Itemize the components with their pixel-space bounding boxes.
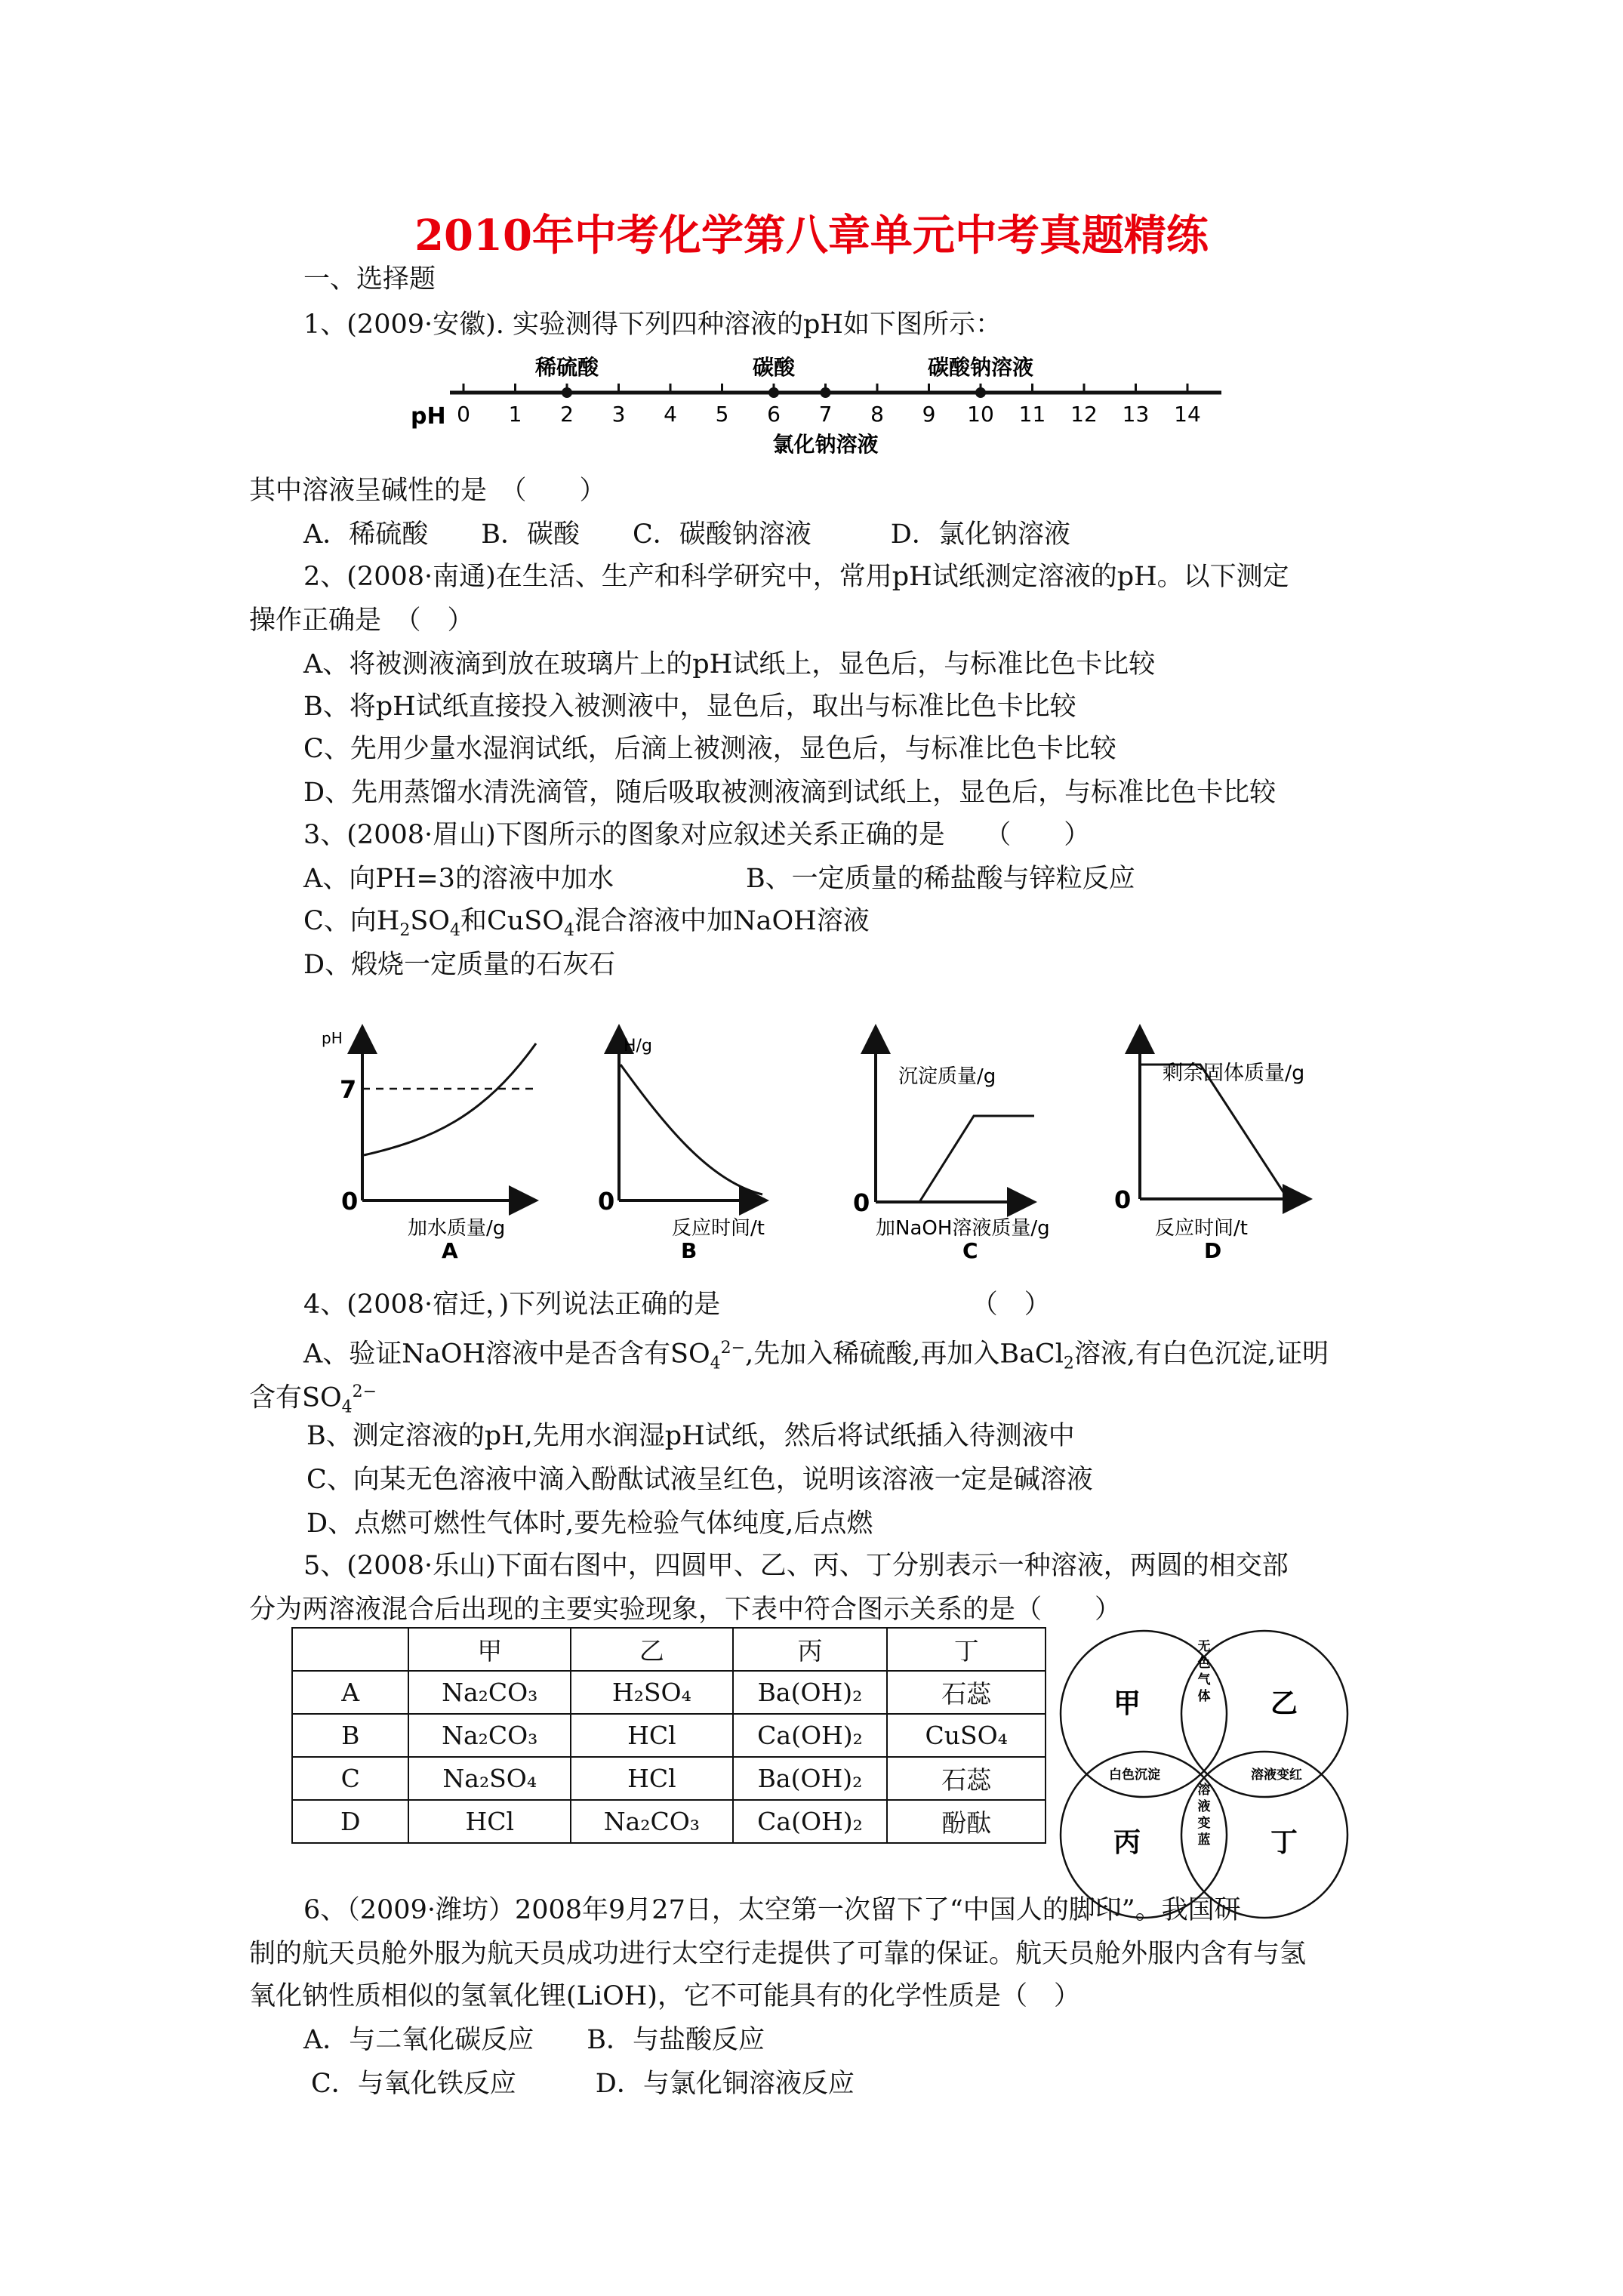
q6-options-cd: C．与氧化铁反应 D．与氯化铜溶液反应: [311, 2069, 855, 2099]
svg-text:气: 气: [1197, 1672, 1211, 1687]
ph-marker-label: 稀硫酸: [534, 355, 599, 380]
q3-graphs: [310, 1004, 1366, 1276]
table-cell: [292, 1628, 408, 1671]
table-cell: 石蕊: [887, 1671, 1046, 1714]
q1-options: A．稀硫酸 B．碳酸 C．碳酸钠溶液 D．氯化钠溶液: [303, 519, 1070, 550]
q2-option-b: B、将pH试纸直接投入被测液中，显色后，取出与标准比色卡比较: [303, 692, 1076, 722]
ph-marker: [975, 387, 986, 398]
ph-tick-label: 7: [818, 402, 833, 427]
ph-tick-label: 2: [560, 402, 574, 427]
graph-a-y7: 7: [340, 1075, 357, 1104]
ph-tick-label: 0: [457, 402, 470, 427]
section-heading: 一、选择题: [303, 264, 436, 294]
table-row: [292, 1800, 1046, 1843]
q5-stem-line1: 5、(2008·乐山)下面右图中，四圆甲、乙、丙、丁分别表示一种溶液，两圆的相交部: [303, 1551, 1289, 1581]
graph-b-xlabel: 反应时间/t: [672, 1217, 765, 1240]
table-cell: Ba(OH)₂: [733, 1757, 888, 1800]
venn-bottom-text: [1198, 1782, 1211, 1848]
q3-option-c: C、向$H_2SO_4$和CuSO$_4$混合溶液中加NaOH溶液: [303, 906, 870, 940]
table-cell: HCl: [571, 1714, 733, 1757]
graph-a-origin: 0: [341, 1187, 359, 1216]
svg-text:溶: 溶: [1197, 1783, 1211, 1798]
table-cell: C: [292, 1757, 408, 1800]
graph-a-curve: [364, 1043, 536, 1155]
q4-option-d: D、点燃可燃性气体时,要先检验气体纯度,后点燃: [306, 1509, 873, 1539]
svg-text:体: 体: [1197, 1689, 1211, 1704]
graph-c-origin: 0: [853, 1188, 870, 1217]
table-cell: 乙: [571, 1628, 733, 1671]
ph-tick-label: 6: [767, 402, 781, 427]
q5-venn-diagram: [1053, 1623, 1370, 1940]
q4-option-c: C、向某无色溶液中滴入酚酞试液呈红色，说明该溶液一定是碱溶液: [306, 1465, 1093, 1495]
ph-marker: [821, 387, 831, 398]
q1-question: 其中溶液呈碱性的是 （ ）: [249, 476, 606, 506]
table-cell: CuSO₄: [887, 1714, 1046, 1757]
venn-left-text: 白色沉淀: [1109, 1767, 1160, 1783]
q4-option-a-line1: A、验证NaOH溶液中是否含有$SO_4^{2-}$,先加入稀硫酸,再加入BaCl$_2$溶液,有白色沉淀,证明: [303, 1339, 1329, 1373]
graph-b-ylabel: H/g: [624, 1037, 652, 1056]
ph-tick-label: 12: [1070, 402, 1098, 427]
ph-marker-label: 碳酸钠溶液: [927, 355, 1034, 380]
ph-scale: [408, 355, 1238, 461]
ph-tick-label: 9: [922, 402, 936, 427]
table-cell: 酚酞: [887, 1800, 1046, 1843]
ph-marker-label: 碳酸: [752, 355, 796, 380]
table-cell: A: [292, 1671, 408, 1714]
graph-b: [598, 1027, 766, 1263]
q3-stem: 3、(2008·眉山)下图所示的图象对应叙述关系正确的是 （ ）: [303, 820, 1091, 850]
svg-text:蓝: 蓝: [1197, 1832, 1211, 1848]
q2-option-a: A、将被测液滴到放在玻璃片上的pH试纸上，显色后，与标准比色卡比较: [303, 649, 1156, 680]
table-cell: 石蕊: [887, 1757, 1046, 1800]
table-row: [292, 1757, 1046, 1800]
ph-marker-label: 氯化钠溶液: [772, 432, 879, 457]
ph-tick-label: 14: [1174, 402, 1201, 427]
q2-stem-line1: 2、(2008·南通)在生活、生产和科学研究中，常用pH试纸测定溶液的pH。以下测定: [303, 562, 1289, 592]
graph-c: [853, 1027, 1050, 1263]
venn-label-jia: 甲: [1113, 1688, 1141, 1719]
q3-options-ab: A、向PH=3的溶液中加水 B、一定质量的稀盐酸与锌粒反应: [303, 864, 1135, 894]
table-cell: HCl: [571, 1757, 733, 1800]
graph-c-ylabel: 沉淀质量/g: [898, 1065, 996, 1088]
svg-text:变: 变: [1197, 1816, 1211, 1831]
table-cell: Ba(OH)₂: [733, 1671, 888, 1714]
graph-d-xlabel: 反应时间/t: [1155, 1217, 1248, 1240]
q6-options-ab: A．与二氧化碳反应 B．与盐酸反应: [303, 2025, 765, 2055]
ph-scale-label: pH: [411, 403, 446, 430]
q6-stem-line3: 氧化钠性质相似的氢氧化锂(LiOH)，它不可能具有的化学性质是（ ）: [249, 1981, 1080, 2011]
q6-stem-line1: 6、（2009·潍坊）2008年9月27日，太空第一次留下了“中国人的脚印”。我国研: [303, 1895, 1241, 1925]
graph-b-origin: 0: [598, 1187, 615, 1216]
venn-label-bing: 丙: [1113, 1827, 1141, 1858]
venn-top-text: [1198, 1639, 1212, 1704]
ph-tick-label: 1: [508, 402, 522, 427]
q3-option-d: D、煅烧一定质量的石灰石: [303, 950, 616, 980]
table-cell: Na₂CO₃: [408, 1671, 571, 1714]
svg-text:液: 液: [1197, 1799, 1211, 1814]
ph-marker: [768, 387, 779, 398]
q6-stem-line2: 制的航天员舱外服为航天员成功进行太空行走提供了可靠的保证。航天员舱外服内含有与氢: [249, 1939, 1307, 1969]
q2-option-c: C、先用少量水湿润试纸，后滴上被测液，显色后，与标准比色卡比较: [303, 734, 1116, 764]
graph-b-curve: [621, 1065, 762, 1194]
graph-b-letter: B: [681, 1238, 698, 1263]
q4-option-b: B、测定溶液的pH,先用水润湿pH试纸，然后将试纸插入待测液中: [306, 1421, 1075, 1451]
table-cell: 丁: [887, 1628, 1046, 1671]
ph-tick-label: 10: [967, 402, 994, 427]
q4-option-a-line2: 含有$SO_4^{2-}$: [249, 1382, 377, 1417]
table-cell: 甲: [408, 1628, 571, 1671]
svg-text:色: 色: [1197, 1656, 1211, 1671]
q4-stem: 4、(2008·宿迁，)下列说法正确的是 （ ）: [303, 1290, 1051, 1320]
table-header-row: [292, 1628, 1046, 1671]
q5-stem-line2: 分为两溶液混合后出现的主要实验现象，下表中符合图示关系的是（ ）: [249, 1595, 1122, 1625]
graph-d-origin: 0: [1114, 1185, 1132, 1214]
table-cell: D: [292, 1800, 408, 1843]
graph-a-ylabel: pH: [322, 1029, 343, 1047]
graph-d-ylabel: 剩余固体质量/g: [1163, 1062, 1305, 1085]
table-row: [292, 1714, 1046, 1757]
table-cell: Na₂CO₃: [408, 1714, 571, 1757]
graph-c-xlabel: 加NaOH溶液质量/g: [876, 1217, 1050, 1240]
table-cell: Na₂SO₄: [408, 1757, 571, 1800]
graph-c-curve: [919, 1116, 1034, 1202]
q1-stem: 1、(2009·安徽). 实验测得下列四种溶液的pH如下图所示：: [303, 310, 1002, 340]
ph-marker: [562, 387, 572, 398]
graph-a-letter: A: [442, 1238, 458, 1263]
table-cell: B: [292, 1714, 408, 1757]
q5-table: [291, 1627, 1046, 1844]
ph-tick-label: 13: [1122, 402, 1150, 427]
ph-tick-label: 4: [664, 402, 677, 427]
graph-c-letter: C: [962, 1238, 978, 1263]
venn-label-yi: 乙: [1270, 1688, 1298, 1719]
table-row: [292, 1671, 1046, 1714]
graph-a: [322, 1027, 536, 1263]
page-title: 2010年中考化学第八章单元中考真题精练: [414, 211, 1209, 260]
ph-tick-label: 11: [1018, 402, 1046, 427]
q2-stem-line2: 操作正确是 （ ）: [249, 606, 474, 636]
venn-right-text: 溶液变红: [1251, 1767, 1302, 1783]
ph-tick-label: 3: [611, 402, 626, 427]
table-cell: Na₂CO₃: [571, 1800, 733, 1843]
table-cell: HCl: [408, 1800, 571, 1843]
ph-tick-label: 5: [715, 402, 729, 427]
q2-option-d: D、先用蒸馏水清洗滴管，随后吸取被测液滴到试纸上，显色后，与标准比色卡比较: [303, 778, 1277, 808]
svg-text:无: 无: [1197, 1639, 1211, 1654]
venn-label-ding: 丁: [1270, 1827, 1298, 1858]
table-cell: 丙: [733, 1628, 888, 1671]
graph-d-letter: D: [1204, 1238, 1222, 1263]
graph-d: [1114, 1027, 1310, 1263]
table-cell: H₂SO₄: [571, 1671, 733, 1714]
table-cell: Ca(OH)₂: [733, 1800, 888, 1843]
ph-tick-label: 8: [870, 402, 884, 427]
table-cell: Ca(OH)₂: [733, 1714, 888, 1757]
graph-a-xlabel: 加水质量/g: [408, 1217, 506, 1240]
